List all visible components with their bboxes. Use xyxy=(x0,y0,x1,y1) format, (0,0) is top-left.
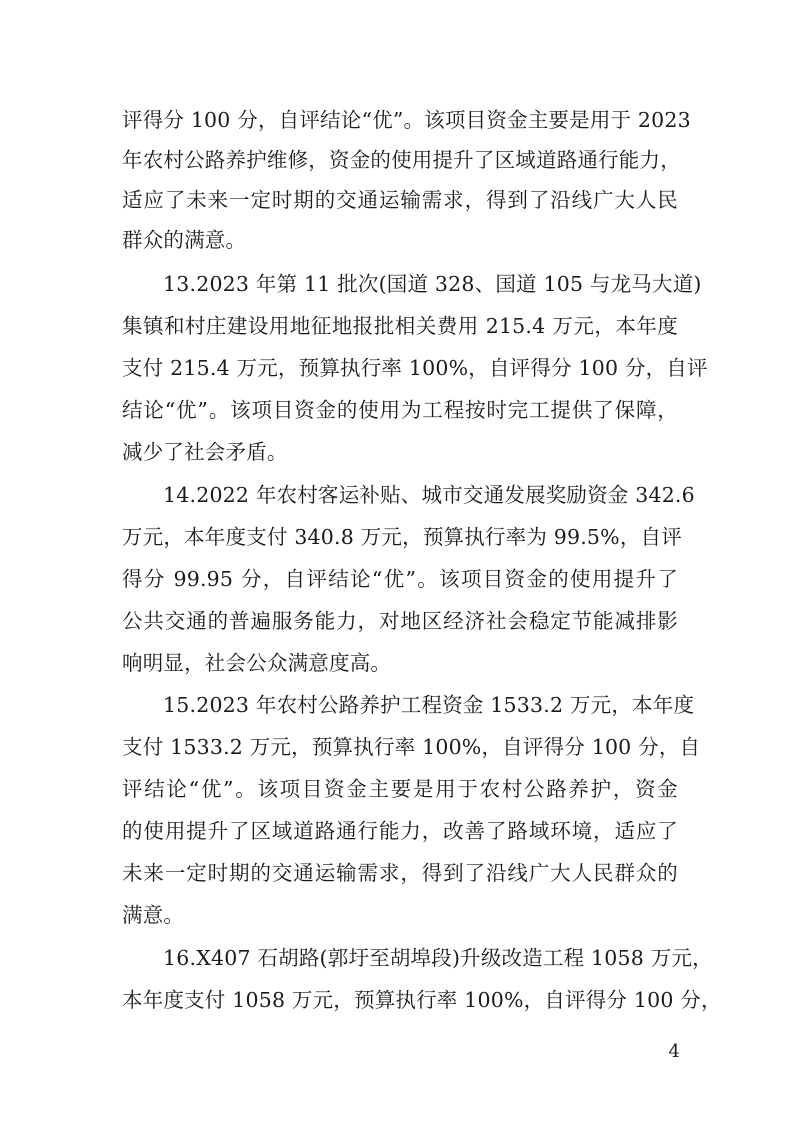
item-15-line: 15.2023 年农村公路养护工程资金 1533.2 万元，本年度 xyxy=(163,693,695,717)
paragraph-line: 年农村公路养护维修，资金的使用提升了区域道路通行能力， xyxy=(122,148,681,172)
paragraph-line: 群众的满意。 xyxy=(122,228,247,252)
item-16-line: 16.X407 石胡路(郭圩至胡埠段)升级改造工程 1058 万元， xyxy=(163,946,713,970)
item-15-line: 支付 1533.2 万元，预算执行率 100%，自评得分 100 分，自 xyxy=(122,735,701,759)
item-13-line: 支付 215.4 万元，预算执行率 100%，自评得分 100 分，自评 xyxy=(122,356,708,380)
item-13-line: 结论“优”。该项目资金的使用为工程按时完工提供了保障， xyxy=(122,398,678,422)
item-13-line: 13.2023 年第 11 批次(国道 328、国道 105 与龙马大道) xyxy=(163,272,702,296)
item-14-line: 万元，本年度支付 340.8 万元，预算执行率为 99.5%，自评 xyxy=(122,525,682,549)
item-13-line: 减少了社会矛盾。 xyxy=(122,440,288,464)
item-14-line: 14.2022 年农村客运补贴、城市交通发展奖励资金 342.6 xyxy=(163,483,695,507)
paragraph-line: 适应了未来一定时期的交通运输需求，得到了沿线广大人民 xyxy=(122,188,678,212)
item-15-line: 未来一定时期的交通运输需求，得到了沿线广大人民群众的 xyxy=(122,861,678,885)
item-16-line: 本年度支付 1058 万元，预算执行率 100%，自评得分 100 分， xyxy=(122,988,722,1012)
page-number: 4 xyxy=(668,1041,680,1062)
item-15-line: 满意。 xyxy=(122,903,185,927)
item-13-line: 集镇和村庄建设用地征地报批相关费用 215.4 万元，本年度 xyxy=(122,314,678,338)
item-14-line: 得分 99.95 分，自评结论“优”。该项目资金的使用提升了 xyxy=(122,567,678,591)
item-15-line: 评结论“优”。该项目资金主要是用于农村公路养护，资金 xyxy=(122,777,678,801)
item-14-line: 公共交通的普遍服务能力，对地区经济社会稳定节能减排影 xyxy=(122,609,678,633)
item-15-line: 的使用提升了区域道路通行能力，改善了路域环境，适应了 xyxy=(122,819,678,843)
paragraph-line: 评得分 100 分，自评结论“优”。该项目资金主要是用于 2023 xyxy=(122,108,691,132)
item-14-line: 响明显，社会公众满意度高。 xyxy=(122,651,392,675)
